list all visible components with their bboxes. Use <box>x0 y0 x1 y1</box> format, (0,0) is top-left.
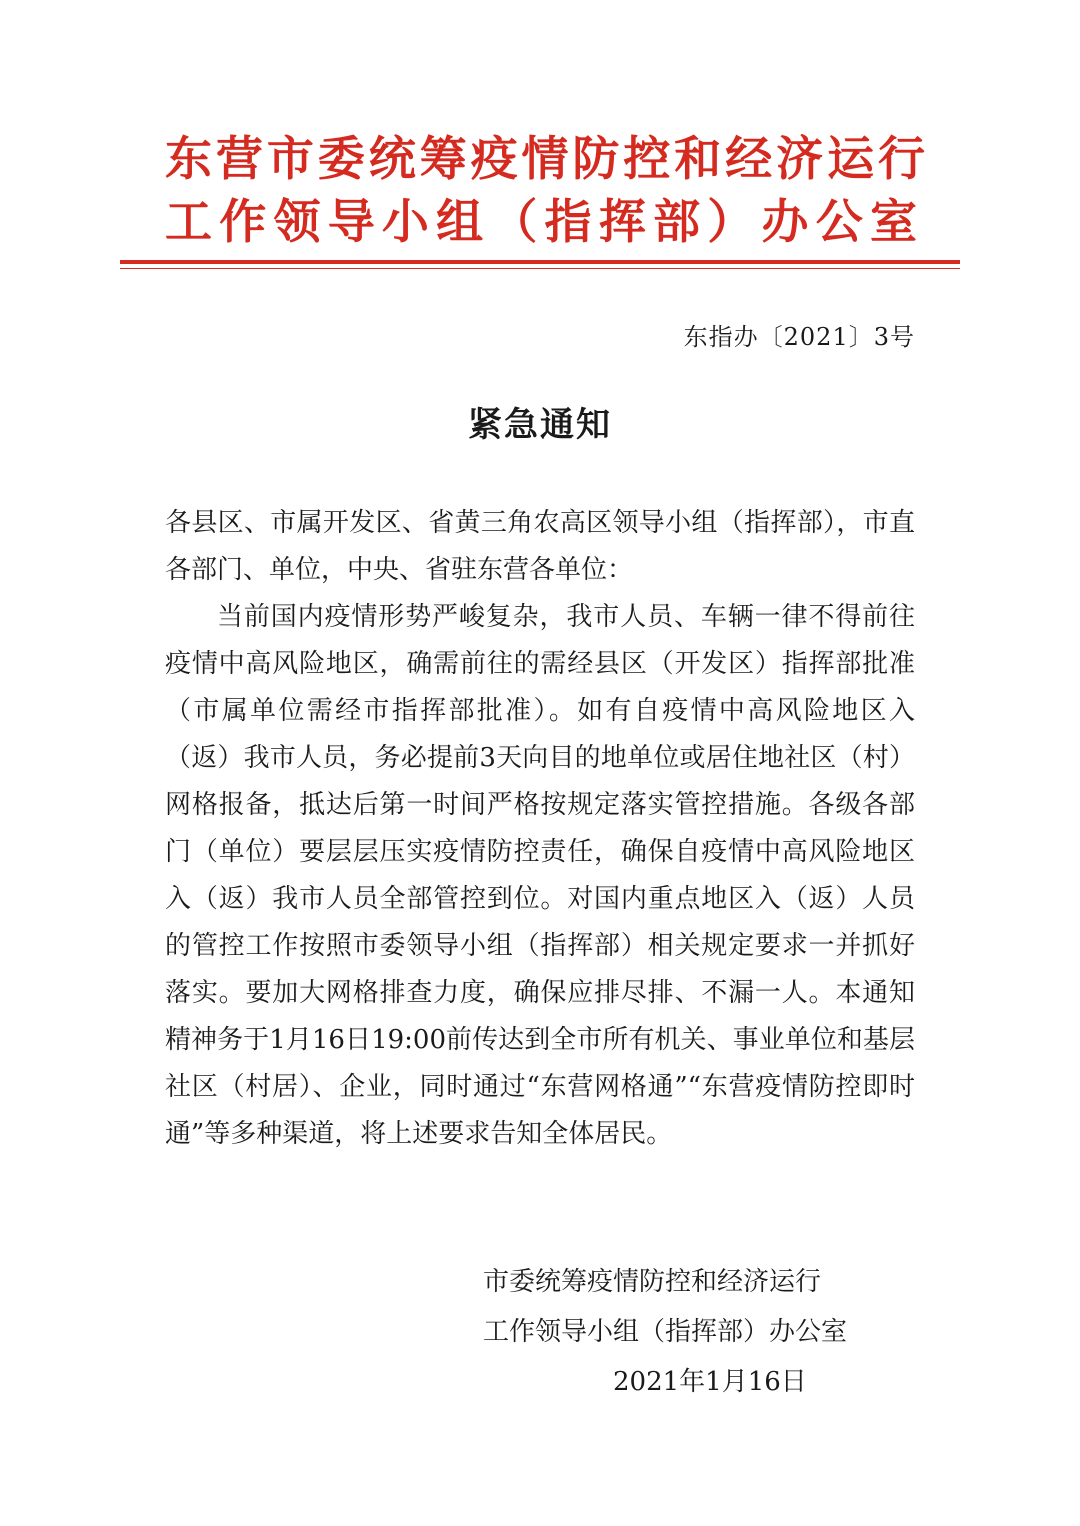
document-title: 紧急通知 <box>468 405 612 445</box>
document-number: 东指办〔2021〕3号 <box>683 323 915 351</box>
signature-date: 2021年1月16日 <box>613 1367 807 1397</box>
body-paragraph: 当前国内疫情形势严峻复杂，我市人员、车辆一律不得前往疫情中高风险地区，确需前往的需经县区（开发区）指挥部批准（市属单位需经市指挥部批准）。如有自疫情中高风险地区入（返）我市人员，务必提前3天向目的地单位或居住地社区（村）网格报备，抵达后第一时间严格按规定落实管控措施。各级各部门（单位）要层层压实疫情防控责任，确保自疫情中高风险地区入（返）我市人员全部管控到位。对国内重点地区入（返）人员的管控工作按照市委领导小组（指挥部）相关规定要求一并抓好落实。要加大网格排查力度，确保应排尽排、不漏一人。本通知精神务于1月16日19:00前传达到全市所有机关、事业单位和基层社区（村居）、企业，同时通过“东营网格通”“东营疫情防控即时通”等多种渠道，将上述要求告知全体居民。 <box>165 602 915 1149</box>
signature-line-2: 工作领导小组（指挥部）办公室 <box>483 1317 848 1347</box>
signature-block <box>483 1257 847 1407</box>
signature-line-1: 市委统筹疫情防控和经济运行 <box>483 1267 822 1297</box>
red-divider-thin <box>120 268 960 269</box>
red-divider-thick <box>120 260 960 264</box>
addressee: 各县区、市属开发区、省黄三角农高区领导小组（指挥部），市直各部门、单位，中央、省驻东营各单位： <box>165 508 915 585</box>
header-title-line-2: 工作领导小组（指挥部）办公室 <box>165 195 917 250</box>
document-body <box>165 500 915 1158</box>
header-title-line-1: 东营市委统筹疫情防控和经济运行 <box>165 132 925 187</box>
